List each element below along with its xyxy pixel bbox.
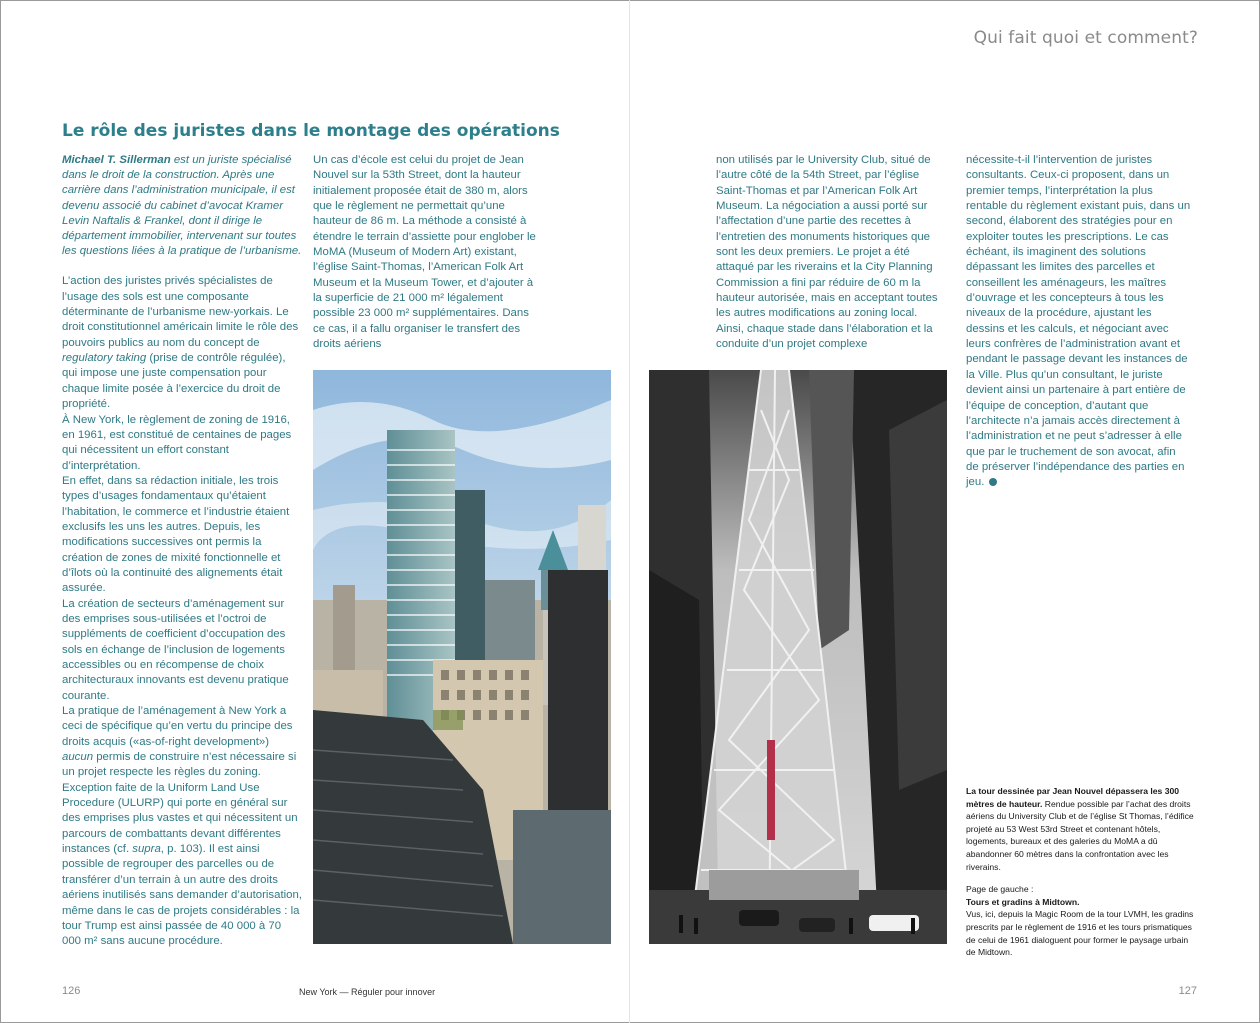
text-run: , p. 103). Il est ainsi possible de regrouper des parcelles ou de transférer d’un terrain à un autre des droits aériens inutilisés sans demander d’autorisation, même dans le cas de projets considérables : la tour Trump est ainsi passée de 40 000 à 70 000 m² sans aucune procédure.	[62, 843, 302, 948]
article-heading: Le rôle des juristes dans le montage des opérations	[62, 121, 560, 141]
photo-caption	[966, 785, 1194, 959]
author-name: Michael T. Sillerman	[62, 154, 171, 166]
end-mark-icon	[989, 478, 997, 486]
text-run: nécessite-t-il l’intervention de juristes consultants. Ceux-ci proposent, dans un premier temps, l’interprétation la plus rentable du règlement existant puis, dans un second, élaborent des stratégies pour en exploiter toutes les prescriptions. Le cas échéant, ils imaginent des solutions dépassant les limites des parcelles et conseillent les aménageurs, les maîtres d’ouvrage et les concepteurs à tous les niveaux de la procédure, ajustant les dessins et les calculs, et négociant avec leurs confrères de l’administration avant et pendant le passage devant les instances de la Ville. Plus qu’un consultant, le juriste devient ainsi un partenaire à part entière de l’équipe de conception, d’autant que l’architecte n’a jamais accès directement à l’administration et ne peut s’adresser à elle que par le truchement de son avocat, afin de préserver l’indépendance des parties en jeu.	[966, 154, 1191, 489]
caption-headline: La tour dessinée par Jean Nouvel dépassera les 300 mètres de hauteur.	[966, 786, 1180, 809]
emphasis: regulatory taking	[62, 352, 147, 365]
caption-block-1	[966, 785, 1194, 873]
emphasis: aucun	[62, 751, 94, 764]
emphasis: supra	[132, 843, 161, 856]
caption-block-2	[966, 883, 1194, 959]
caption-reference: Page de gauche :	[966, 884, 1034, 895]
paragraph: non utilisés par le University Club, situé de l’autre côté de la 54th Street, par l’église Saint-Thomas et par l’American Folk Art Museum. La négociation a aussi porté sur l’affectation d’une partie des recettes à l’entretien des monuments historiques que sont les deux premiers. Le projet a été attaqué par les riverains et la City Planning Commission a fini par réduire de 60 m la hauteur autorisée, mais en acceptant toutes les autres modifications au zoning local. Ainsi, chaque stade dans l’élaboration et la conduite d’un projet complexe	[716, 154, 938, 351]
paragraph: Un cas d’école est celui du projet de Jean Nouvel sur la 53th Street, dont la hauteur initialement proposée était de 380 m, alors que le règlement ne permettait qu’une hauteur de 86 m. La méthode a consisté à étendre le terrain d’assiette pour englober le MoMA (Museum of Modern Art) existant, l’église Saint-Thomas, l’American Folk Art Museum et la Museum Tower, et d’ajouter à la superficie de 21 000 m² légalement possible 23 000 m² supplémentaires. Dans ce cas, il a fallu organiser le transfert des droits aériens	[313, 154, 536, 351]
paragraph	[966, 153, 1191, 491]
author-bio: est un juriste spécialisé dans le droit de la construction. Après une carrière dans l’administration municipale, il est devenu associé du cabinet d’avocat Kramer Levin Naftalis & Frankel, dont il dirige le département immobilier, intervenant sur toutes les questions liées à la pratique de l’urbanisme.	[62, 154, 302, 258]
photo-midtown-towers	[313, 370, 611, 944]
text-run: permis de construire n’est nécessaire si un projet respecte les règles du zoning. Exception faite de la Uniform Land Use Procedure (ULURP) qui porte en général sur des emprises plus vastes et qui nécessitent un parcours de combattants devant différentes instances (cf.	[62, 751, 298, 856]
author-intro	[62, 153, 302, 259]
paragraph: À New York, le règlement de zoning de 1916, en 1961, est constitué de centaines de pages qui nécessitent un effort constant d’interprétation.	[62, 413, 292, 472]
book-title: New York — Réguler pour innover	[299, 987, 436, 997]
caption-text: Vus, ici, depuis la Magic Room de la tour LVMH, les gradins prescrits par le règlement de 1916 et les tours prismatiques de celui de 1961 dialoguent pour former le paysage urbain de Midtown.	[966, 909, 1194, 958]
text-column-1	[62, 153, 302, 950]
text-run: (prise de contrôle régulée), qui impose une juste compensation pour chaque limite posée à l’exercice du droit de propriété.	[62, 352, 286, 411]
caption-headline: Tours et gradins à Midtown.	[966, 896, 1080, 907]
photo-nouvel-tower-rendering	[649, 370, 947, 944]
paragraph: En effet, dans sa rédaction initiale, les trois types d’usages fondamentaux qu’étaient l’habitation, le commerce et l’industrie étaient exclusifs les uns les autres. Depuis, les modifications successives ont permis la création de zones de mixité fonctionnelle et d’îlots où la continuité des alignements était assurée.	[62, 474, 290, 595]
page-spine	[629, 0, 630, 1023]
text-column-4	[966, 153, 1191, 491]
text-column-2	[313, 153, 543, 352]
text-run: L’action des juristes privés spécialistes de l’usage des sols est une composante déterminante de l’urbanisme new-yorkais. Le droit constitutionnel américain limite le rôle des pouvoirs publics au nom du concept de	[62, 275, 299, 349]
paragraph	[62, 704, 302, 950]
caption-text: Rendue possible par l’achat des droits aériens du University Club et de l’église St Thomas, l’édifice projeté au 53 West 53rd Street et contenant hôtels, logements, bureaux et des galeries du MoMA a dû abandonner 60 mètres dans la confrontation avec les riverains.	[966, 798, 1194, 872]
page-number-right: 127	[1178, 985, 1197, 997]
text-run: La pratique de l’aménagement à New York a ceci de spécifique qu’en vertu du principe des droits acquis («as-of-right development»)	[62, 705, 293, 748]
midtown-photo-illustration	[313, 370, 611, 944]
tower-rendering-illustration	[649, 370, 947, 944]
text-column-3	[716, 153, 946, 352]
running-title: Qui fait quoi et comment?	[973, 28, 1198, 48]
page-number-left: 126	[62, 985, 81, 997]
paragraph: La création de secteurs d’aménagement sur des emprises sous-utilisées et l’octroi de suppléments de coefficient d’occupation des sols en échange de l’inclusion de logements accessibles ou en récompense de choix architecturaux innovants est devenu pratique courante.	[62, 597, 289, 702]
paragraph	[62, 274, 302, 412]
